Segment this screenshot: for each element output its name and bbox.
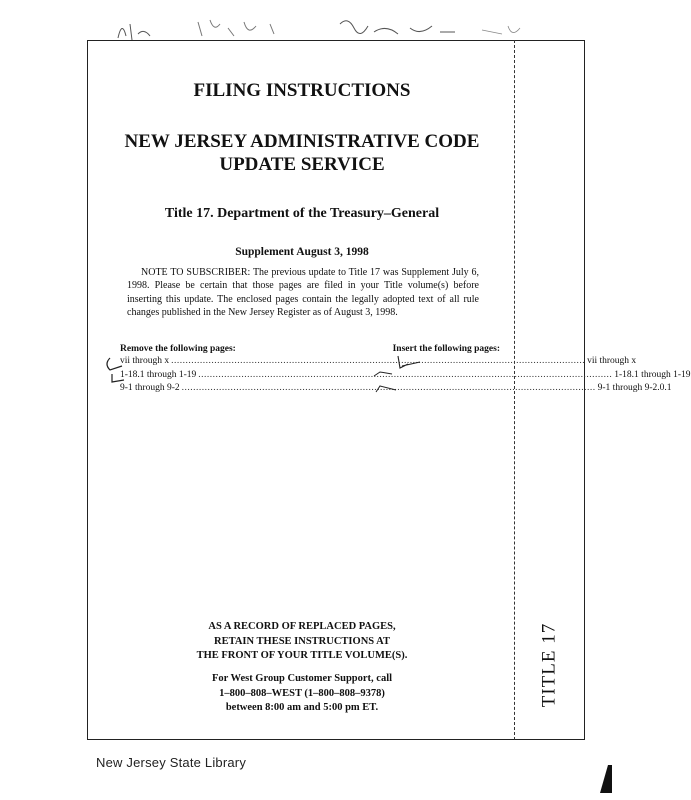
customer-support-info xyxy=(90,672,514,716)
support-line-3: between 8:00 am and 5:00 pm ET. xyxy=(225,702,379,713)
title-tab-label: TITLE 17 xyxy=(538,622,560,708)
insert-pages-header: Insert the following pages: xyxy=(392,344,500,354)
code-title-line-1: NEW JERSEY ADMINISTRATIVE CODE xyxy=(124,131,480,152)
insert-pages-value: 9-1 through 9-2.0.1 xyxy=(597,383,672,393)
insert-pages-value: vii through x xyxy=(587,356,637,366)
corner-mark xyxy=(598,765,612,793)
record-notice-line-3: THE FRONT OF YOUR TITLE VOLUME(S). xyxy=(196,650,408,661)
record-notice-line-1: AS A RECORD OF REPLACED PAGES, xyxy=(208,621,396,632)
library-stamp: New Jersey State Library xyxy=(96,755,247,770)
code-title-line-2: UPDATE SERVICE xyxy=(219,154,385,175)
code-title xyxy=(90,130,514,176)
supplement-date: Supplement August 3, 1998 xyxy=(235,246,369,258)
record-notice-line-2: RETAIN THESE INSTRUCTIONS AT xyxy=(214,635,390,647)
title-tab xyxy=(519,600,579,730)
page-row xyxy=(120,356,637,370)
support-line-2: 1–800–808–WEST (1–800–808–9378) xyxy=(219,687,385,699)
page-table-header xyxy=(120,344,500,354)
remove-pages-header: Remove the following pages: xyxy=(120,344,236,354)
remove-pages-value: 1-18.1 through 1-19 xyxy=(120,369,197,380)
insert-pages-value: 1-18.1 through 1-19 xyxy=(614,369,691,380)
dot-leader: ................................................................................................................................................ xyxy=(181,383,596,393)
remove-pages-value: 9-1 through 9-2 xyxy=(120,383,180,393)
filing-instructions-heading: FILING INSTRUCTIONS xyxy=(193,80,411,101)
support-line-1: For West Group Customer Support, call xyxy=(211,673,393,684)
remove-pages-value: vii through x xyxy=(120,356,170,366)
subscriber-note: NOTE TO SUBSCRIBER: The previous update to Title 17 was Supplement July 6, 1998. Please be certain that those pages are filed in your Title volume(s) before inserting this update. The enclosed pages contain the legally adopted text of all rule changes published in the New Jersey Register as of August 3, 1998. xyxy=(127,267,479,318)
page-replacement-table xyxy=(120,344,691,397)
page-row xyxy=(120,369,691,384)
title-department: Title 17. Department of the Treasury–General xyxy=(164,206,440,221)
record-notice xyxy=(90,620,514,664)
dot-leader: ................................................................................................................................................ xyxy=(171,356,586,366)
page-row xyxy=(120,383,672,397)
dot-leader: ................................................................................................................................................ xyxy=(198,369,613,380)
